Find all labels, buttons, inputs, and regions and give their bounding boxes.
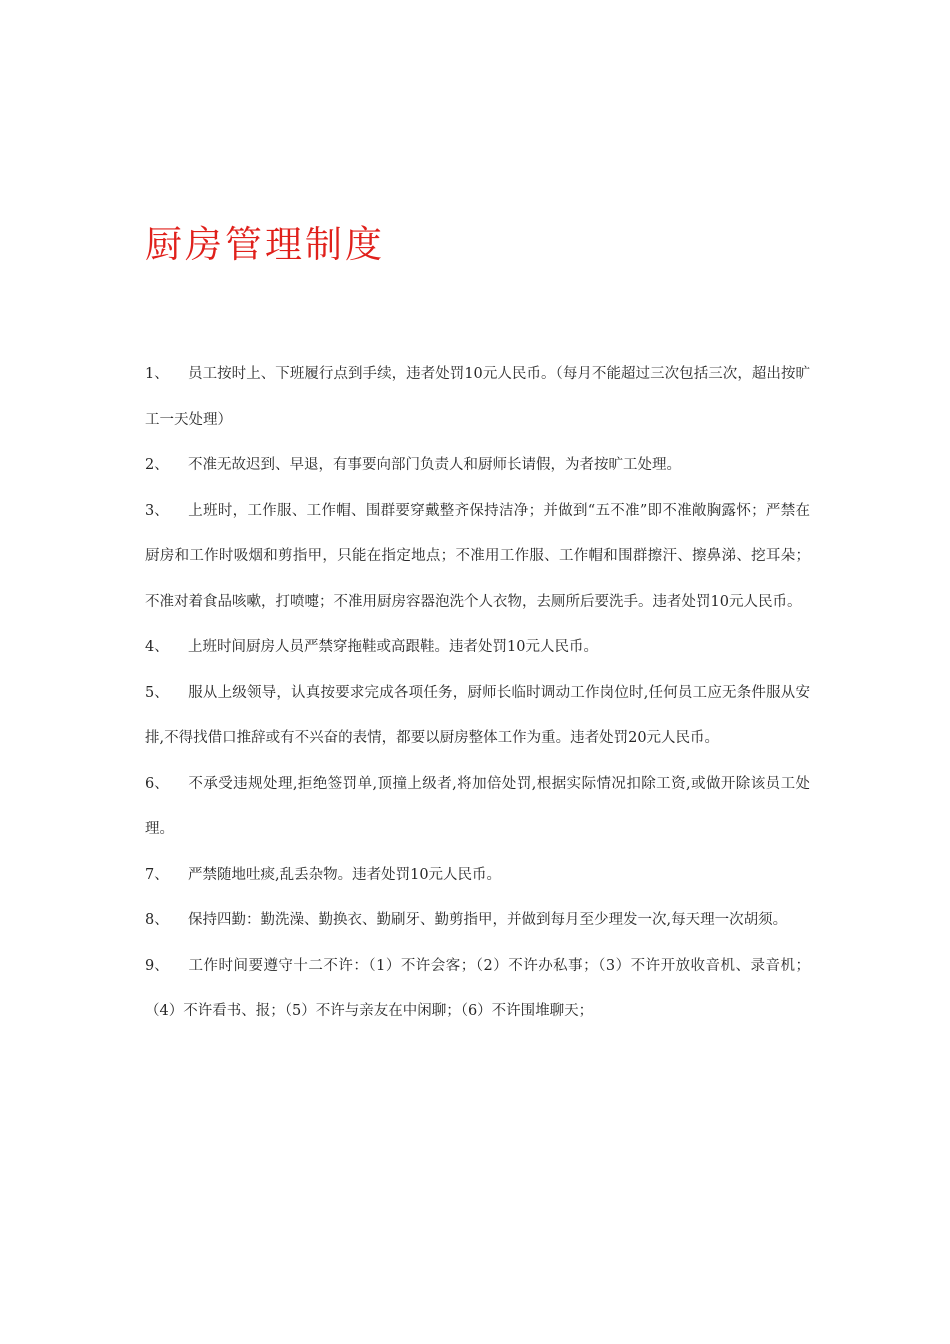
- item-text: 严禁随地吐痰,乱丢杂物。违者处罚10元人民币。: [188, 866, 502, 883]
- item-number: 3、: [145, 502, 169, 519]
- item-text: 上班时间厨房人员严禁穿拖鞋或高跟鞋。违者处罚10元人民币。: [188, 639, 598, 655]
- item-number: 8、: [145, 912, 169, 928]
- list-item: [145, 489, 810, 626]
- list-item: [145, 671, 810, 762]
- item-number: 9、: [145, 957, 169, 974]
- document-body: [145, 352, 810, 1035]
- document-title: 厨房管理制度: [145, 223, 385, 266]
- item-number: 5、: [145, 684, 169, 701]
- item-text: 服从上级领导，认真按要求完成各项任务，厨师长临时调动工作岗位时,任何员工应无条件服从安排,不得找借口推辞或有不兴奋的表情，都要以厨房整体工作为重。违者处罚20元人民币。: [145, 684, 810, 746]
- list-item: [145, 443, 810, 489]
- item-number: 6、: [145, 775, 169, 792]
- item-number: 2、: [145, 457, 169, 473]
- item-text: 上班时，工作服、工作帽、围群要穿戴整齐保持洁净；并做到“五不准”即不准敞胸露怀；严禁在厨房和工作时吸烟和剪指甲，只能在指定地点；不准用工作服、工作帽和围群擦汗、擦鼻涕、挖耳朵；不准对着食品咳嗽，打喷嚏；不准用厨房容器泡洗个人衣物，去厕所后要洗手。违者处罚10元人民币。: [145, 502, 810, 610]
- item-number: 1、: [145, 366, 169, 382]
- item-number: 7、: [145, 866, 169, 883]
- item-text: 员工按时上、下班履行点到手续，违者处罚10元人民币。（每月不能超过三次包括三次，超出按旷工一天处理）: [145, 366, 810, 428]
- list-item: [145, 944, 810, 1035]
- list-item: [145, 762, 810, 853]
- item-text: 工作时间要遵守十二不许：（1）不许会客；（2）不许办私事；（3）不许开放收音机、录音机；（4）不许看书、报；（5）不许与亲友在中闲聊；（6）不许围堆聊天；: [145, 957, 810, 1019]
- list-item: [145, 853, 810, 899]
- list-item: [145, 352, 810, 443]
- list-item: [145, 898, 810, 944]
- item-text: 不承受违规处理,拒绝签罚单,顶撞上级者,将加倍处罚,根据实际情况扣除工资,或做开除该员工处理。: [145, 775, 810, 837]
- item-text: 不准无故迟到、早退，有事要向部门负责人和厨师长请假，为者按旷工处理。: [188, 457, 681, 473]
- item-number: 4、: [145, 639, 169, 655]
- item-text: 保持四勤：勤洗澡、勤换衣、勤刷牙、勤剪指甲，并做到每月至少理发一次,每天理一次胡须。: [188, 912, 788, 928]
- list-item: [145, 625, 810, 671]
